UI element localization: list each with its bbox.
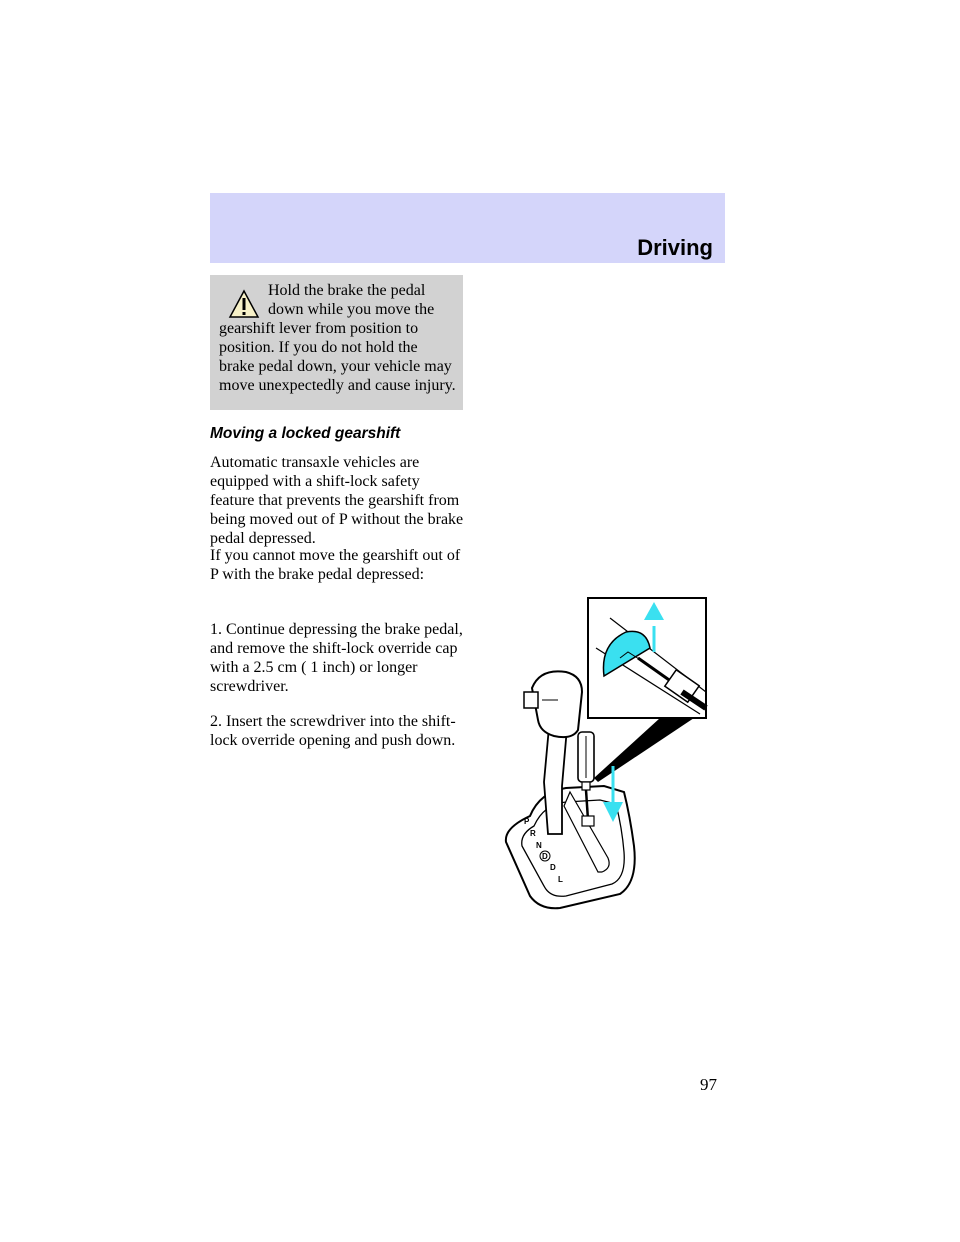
gear-label-n: N [536, 841, 542, 850]
gearshift-illustration [500, 596, 740, 916]
section-header-band [210, 193, 725, 263]
paragraph-condition: If you cannot move the gearshift out of P with the brake pedal depressed: [210, 547, 461, 583]
paragraph-intro: Automatic transaxle vehicles are equipped with a shift-lock safety feature that prevents the gearshift from being moved out of P without the brake pedal depressed. [210, 454, 464, 547]
gear-label-d: D [550, 863, 556, 872]
gear-label-overdrive: D [542, 852, 548, 861]
section-title: Driving [637, 235, 713, 260]
gear-label-l: L [558, 875, 563, 884]
paragraph-step-2: 2. Insert the screwdriver into the shift-lock override opening and push down. [210, 713, 456, 749]
paragraph-step-1: 1. Continue depressing the brake pedal, and remove the shift-lock override cap with a 2.5 cm ( 1 inch) or longer screwdriver. [210, 621, 463, 695]
subheading: Moving a locked gearshift [210, 425, 401, 442]
gear-label-r: R [530, 829, 536, 838]
warning-text: Hold the brake the pedal down while you move the gearshift lever from position to position. If you do not hold the brake pedal down, your vehicle may move unexpectedly and cause injury. [219, 282, 456, 394]
warning-box [210, 275, 463, 410]
gear-label-p: P [524, 817, 530, 826]
warning-text-wrap [219, 281, 457, 395]
page-number: 97 [700, 1075, 717, 1094]
